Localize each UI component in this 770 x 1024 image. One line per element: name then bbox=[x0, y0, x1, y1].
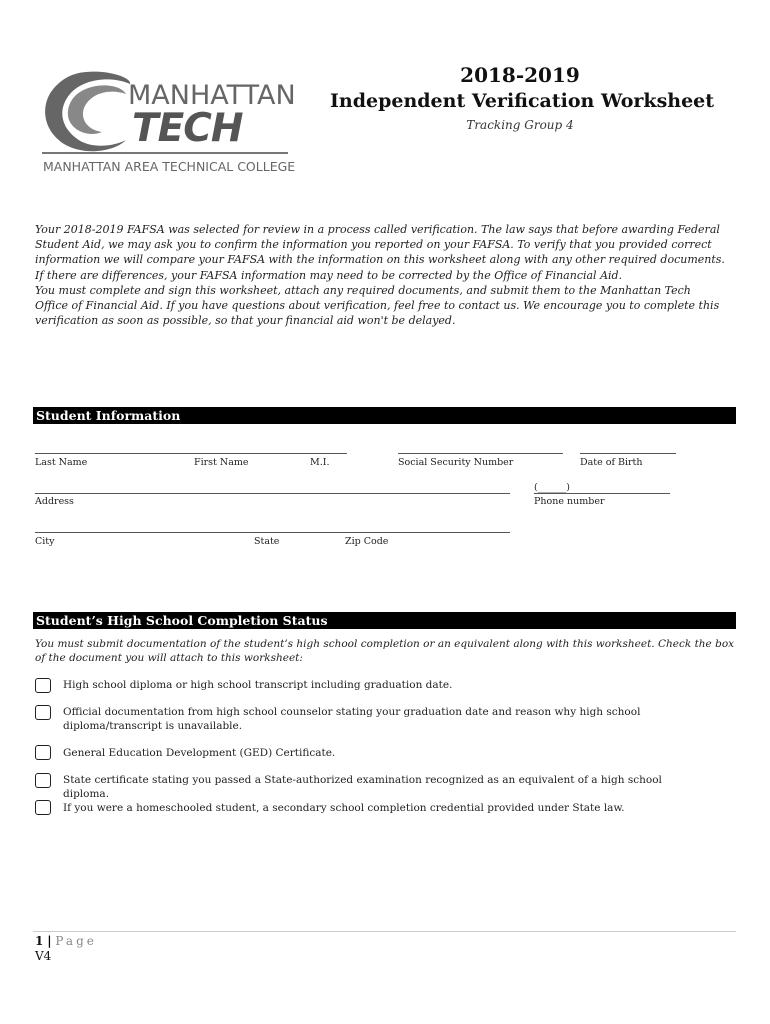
state-label: State bbox=[254, 536, 280, 547]
option-label: If you were a homeschooled student, a secondary school completion credential provided under State law. bbox=[63, 802, 625, 814]
page-number-value: 1 bbox=[35, 934, 44, 948]
high-school-heading: Student’s High School Completion Status bbox=[33, 612, 736, 629]
address-field-line[interactable] bbox=[35, 493, 510, 494]
ssn-label: Social Security Number bbox=[398, 457, 514, 468]
footer-divider bbox=[33, 931, 736, 932]
intro-paragraph: You must complete and sign this worksheet, attach any required documents, and submit them to the Manhattan Tech Office of Financial Aid. If you have questions about verification, feel free to contact us. We encourage you to complete this verification as soon as possible, so that your financial aid won't be delayed. bbox=[35, 283, 720, 328]
city-state-zip-field-line[interactable] bbox=[35, 532, 510, 533]
mi-label: M.I. bbox=[310, 457, 330, 468]
high-school-instructions: You must submit documentation of the student’s high school completion or an equivalent along with this worksheet. Check the box of the document you will attach to this worksheet: bbox=[35, 638, 735, 664]
phone-label: Phone number bbox=[534, 496, 605, 507]
logo-wordmark-main: TECH bbox=[132, 106, 243, 151]
name-field-line[interactable] bbox=[35, 453, 347, 454]
form-title: Independent Verification Worksheet bbox=[330, 90, 715, 112]
phone-field-line[interactable] bbox=[534, 493, 670, 494]
option-label: State certificate stating you passed a State-authorized examination recognized as an equivalent of a high school diploma. bbox=[63, 774, 662, 800]
phone-area-code: (______) bbox=[534, 482, 570, 493]
option-label: Official documentation from high school counselor stating your graduation date and reason why high school diploma/transcript is unavailable. bbox=[63, 706, 641, 732]
ssn-field-line[interactable] bbox=[398, 453, 563, 454]
page-separator: | bbox=[47, 934, 52, 948]
state-certificate-checkbox[interactable] bbox=[35, 773, 51, 788]
diploma-checkbox[interactable] bbox=[35, 678, 51, 693]
student-info-heading: Student Information bbox=[33, 407, 736, 424]
option-label: High school diploma or high school transcript including graduation date. bbox=[63, 679, 453, 691]
form-version: V4 bbox=[35, 949, 52, 963]
form-year: 2018-2019 bbox=[460, 63, 580, 87]
tracking-group: Tracking Group 4 bbox=[466, 118, 574, 132]
intro-paragraph: Your 2018-2019 FAFSA was selected for review in a process called verification. The law says that before awarding Federal Student Aid, we may ask you to confirm the information you reported on your FAFSA. To verify that you provided correct information we will compare your FAFSA with the information on this worksheet along with any other required documents. If there are differences, your FAFSA information may need to be corrected by the Office of Financial Aid. bbox=[35, 223, 725, 282]
counselor-doc-checkbox[interactable] bbox=[35, 705, 51, 720]
logo-wordmark-top: MANHATTAN bbox=[128, 80, 296, 111]
dob-field-line[interactable] bbox=[580, 453, 676, 454]
ged-checkbox[interactable] bbox=[35, 745, 51, 760]
first-name-label: First Name bbox=[194, 457, 249, 468]
intro-text bbox=[35, 222, 725, 328]
homeschool-checkbox[interactable] bbox=[35, 800, 51, 815]
dob-label: Date of Birth bbox=[580, 457, 643, 468]
logo-swoosh-icon bbox=[40, 68, 132, 154]
page-word: Page bbox=[55, 934, 97, 948]
city-label: City bbox=[35, 536, 55, 547]
college-logo bbox=[40, 66, 296, 176]
page-number bbox=[35, 934, 97, 948]
last-name-label: Last Name bbox=[35, 457, 88, 468]
zip-label: Zip Code bbox=[345, 536, 389, 547]
option-label: General Education Development (GED) Certificate. bbox=[63, 747, 336, 759]
logo-divider bbox=[42, 152, 288, 154]
address-label: Address bbox=[35, 496, 74, 507]
logo-subtitle: MANHATTAN AREA TECHNICAL COLLEGE bbox=[43, 159, 296, 174]
